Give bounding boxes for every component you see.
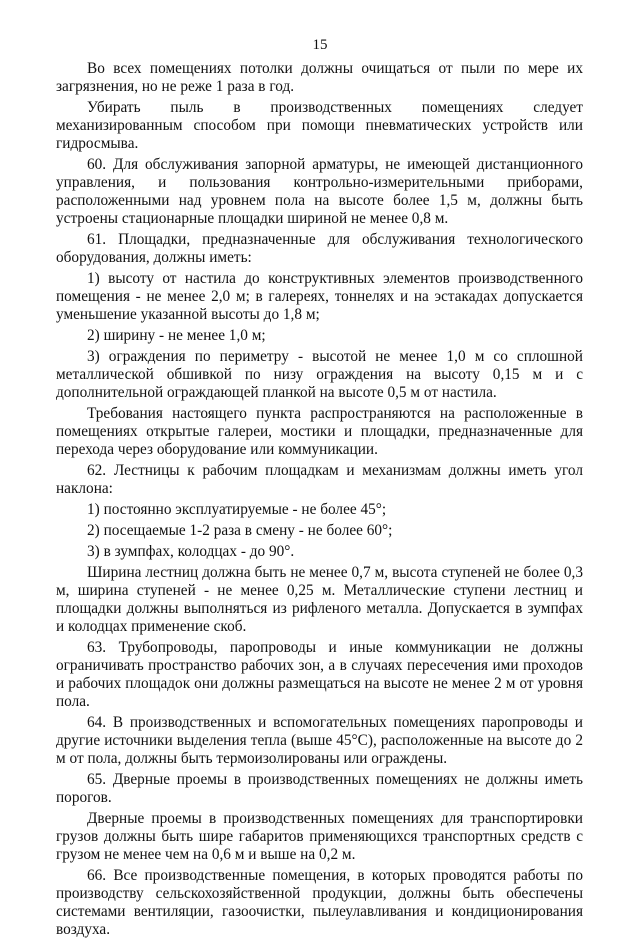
paragraph-dust-removal: Убирать пыль в производственных помещениях следует механизированным способом при помощи пневматических устройств или гидросмыва.	[56, 99, 583, 152]
paragraph-60: 60. Для обслуживания запорной арматуры, не имеющей дистанционного управления, и пользования контрольно-измерительными приборами, расположенными над уровнем пола на высоте более 1,5 м, должны быть устроены стационарные площадки шириной не менее 0,8 м.	[56, 156, 583, 227]
paragraph-65-door-width: Дверные проемы в производственных помещениях для транспортировки грузов должны быть шире габаритов применяющихся транспортных средств с грузом не менее чем на 0,6 м и выше на 0,2 м.	[56, 810, 583, 863]
paragraph-61: 61. Площадки, предназначенные для обслуживания технологического оборудования, должны иметь:	[56, 231, 583, 266]
paragraph-63: 63. Трубопроводы, паропроводы и иные коммуникации не должны ограничивать пространство рабочих зон, а в случаях пересечения ими проходов и рабочих площадок они должны размещаться на высоте не менее 2 м от уровня пола.	[56, 639, 583, 710]
page-number: 15	[312, 37, 328, 53]
paragraph-66: 66. Все производственные помещения, в которых проводятся работы по производству сельскохозяйственной продукции, должны быть обеспечены системами вентиляции, газоочистки, пылеулавливания и кондиционирования воздуха.	[56, 867, 583, 938]
paragraph-62: 62. Лестницы к рабочим площадкам и механизмам должны иметь угол наклона:	[56, 462, 583, 497]
paragraph-61-item-1: 1) высоту от настила до конструктивных элементов производственного помещения - не менее 2,0 м; в галереях, тоннелях и на эстакадах допускается уменьшение указанной высоты до 1,8 м;	[56, 270, 583, 323]
paragraph-61-item-2: 2) ширину - не менее 1,0 м;	[87, 327, 266, 344]
paragraph-61-item-3: 3) ограждения по периметру - высотой не менее 1,0 м со сплошной металлической обшивкой по низу ограждения на высоту 0,15 м и с дополнительной ограждающей планкой на высоте 0,5 м от настила.	[56, 348, 583, 401]
paragraph-61-requirements: Требования настоящего пункта распространяются на расположенные в помещениях открытые галереи, мостики и площадки, предназначенные для перехода через оборудование или коммуникации.	[56, 405, 583, 458]
paragraph-62-item-1: 1) постоянно эксплуатируемые - не более 45°;	[87, 501, 387, 518]
paragraph-62-stair-width: Ширина лестниц должна быть не менее 0,7 м, высота ступеней не более 0,3 м, ширина ступеней - не менее 0,25 м. Металлические ступени лестниц и площадки должны выполняться из рифленого металла. Допускается в зумпфах и колодцах применение скоб.	[56, 564, 583, 635]
paragraph-62-item-3: 3) в зумпфах, колодцах - до 90°.	[87, 543, 295, 560]
paragraph-65: 65. Дверные проемы в производственных помещениях не должны иметь порогов.	[56, 771, 583, 806]
paragraph-64: 64. В производственных и вспомогательных помещениях паропроводы и другие источники выделения тепла (выше 45°С), расположенные на высоте до 2 м от пола, должны быть термоизолированы или ограждены.	[56, 714, 583, 767]
paragraph-ceiling-cleaning: Во всех помещениях потолки должны очищаться от пыли по мере их загрязнения, но не реже 1 раза в год.	[56, 60, 583, 95]
document-body	[56, 60, 583, 942]
paragraph-62-item-2: 2) посещаемые 1-2 раза в смену - не более 60°;	[87, 522, 393, 539]
